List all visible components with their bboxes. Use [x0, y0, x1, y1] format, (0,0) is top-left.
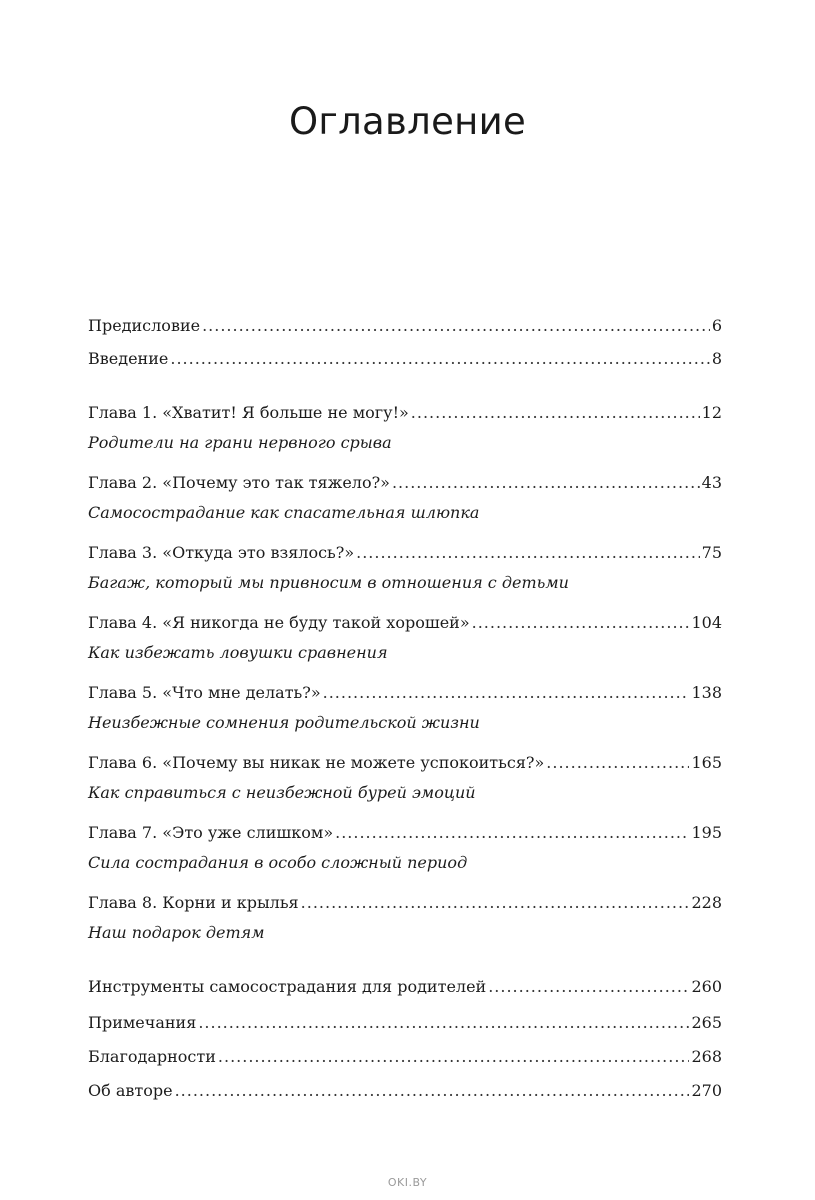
- toc-entry-label: Введение: [88, 349, 169, 368]
- toc-chapter-subtitle: Как избежать ловушки сравнения: [88, 643, 388, 662]
- toc-entry-label: Глава 6. «Почему вы никак не можете успокоиться?»: [88, 753, 545, 772]
- toc-entry-label: Инструменты самосострадания для родителей: [88, 977, 487, 996]
- toc-entry-page: 12: [701, 403, 722, 422]
- toc-entry-tools[interactable]: [88, 975, 722, 999]
- toc-entry-label: Глава 1. «Хватит! Я больше не могу!»: [88, 403, 409, 422]
- toc-entry-label: Предисловие: [88, 316, 201, 335]
- toc-entry-about-author[interactable]: [88, 1079, 722, 1103]
- toc-entry-page: 8: [711, 349, 722, 368]
- toc-entry-label: Об авторе: [88, 1081, 173, 1100]
- toc-entry-chapter-8[interactable]: [88, 891, 722, 915]
- dot-leader: [472, 611, 690, 635]
- toc-entry-page: 138: [691, 683, 722, 702]
- toc-entry-page: 265: [691, 1013, 722, 1032]
- toc-chapter-subtitle: Сила сострадания в особо сложный период: [88, 853, 468, 872]
- toc-entry-page: 195: [691, 823, 722, 842]
- toc-entry-chapter-5[interactable]: [88, 681, 722, 705]
- toc-chapter-subtitle: Родители на грани нервного срыва: [88, 433, 392, 452]
- toc-entry-chapter-1[interactable]: [88, 401, 722, 425]
- toc-entry-page: 104: [691, 613, 722, 632]
- toc-entry-chapter-4[interactable]: [88, 611, 722, 635]
- toc-entry-chapter-7[interactable]: [88, 821, 722, 845]
- dot-leader: [488, 975, 689, 999]
- toc-entry-page: 268: [691, 1047, 722, 1066]
- page-title: Оглавление: [288, 100, 527, 143]
- toc-entry-page: 270: [691, 1081, 722, 1100]
- toc-entry-label: Глава 5. «Что мне делать?»: [88, 683, 321, 702]
- dot-leader: [202, 314, 710, 338]
- toc-chapter-subtitle: Самосострадание как спасательная шлюпка: [88, 503, 480, 522]
- toc-entry-notes[interactable]: [88, 1011, 722, 1035]
- toc-chapter-subtitle: Неизбежные сомнения родительской жизни: [88, 713, 480, 732]
- toc-entry-page: 6: [711, 316, 722, 335]
- toc-entry-chapter-2[interactable]: [88, 471, 722, 495]
- toc-entry-label: Глава 3. «Откуда это взялось?»: [88, 543, 355, 562]
- toc-entry-preface[interactable]: [88, 314, 722, 338]
- dot-leader: [392, 471, 700, 495]
- toc-entry-label: Глава 7. «Это уже слишком»: [88, 823, 334, 842]
- table-of-contents: [88, 0, 722, 1200]
- dot-leader: [198, 1011, 689, 1035]
- toc-entry-introduction[interactable]: [88, 347, 722, 371]
- dot-leader: [170, 347, 709, 371]
- dot-leader: [546, 751, 689, 775]
- toc-entry-acknowledgements[interactable]: [88, 1045, 722, 1069]
- dot-leader: [411, 401, 700, 425]
- toc-entry-page: 228: [691, 893, 722, 912]
- toc-entry-label: Примечания: [88, 1013, 197, 1032]
- dot-leader: [323, 681, 690, 705]
- toc-entry-page: 75: [701, 543, 722, 562]
- toc-entry-chapter-6[interactable]: [88, 751, 722, 775]
- toc-entry-label: Глава 2. «Почему это так тяжело?»: [88, 473, 390, 492]
- dot-leader: [175, 1079, 690, 1103]
- toc-entry-page: 165: [691, 753, 722, 772]
- toc-entry-label: Глава 8. Корни и крылья: [88, 893, 299, 912]
- toc-entry-label: Благодарности: [88, 1047, 216, 1066]
- toc-chapter-subtitle: Как справиться с неизбежной бурей эмоций: [88, 783, 476, 802]
- dot-leader: [301, 891, 690, 915]
- dot-leader: [356, 541, 700, 565]
- toc-entry-page: 43: [701, 473, 722, 492]
- watermark: OKI.BY: [387, 1176, 428, 1189]
- toc-entry-chapter-3[interactable]: [88, 541, 722, 565]
- dot-leader: [335, 821, 689, 845]
- toc-chapter-subtitle: Багаж, который мы привносим в отношения с детьми: [88, 573, 569, 592]
- toc-entry-label: Глава 4. «Я никогда не буду такой хорошей»: [88, 613, 470, 632]
- toc-chapter-subtitle: Наш подарок детям: [88, 923, 265, 942]
- toc-entry-page: 260: [691, 977, 722, 996]
- dot-leader: [218, 1045, 690, 1069]
